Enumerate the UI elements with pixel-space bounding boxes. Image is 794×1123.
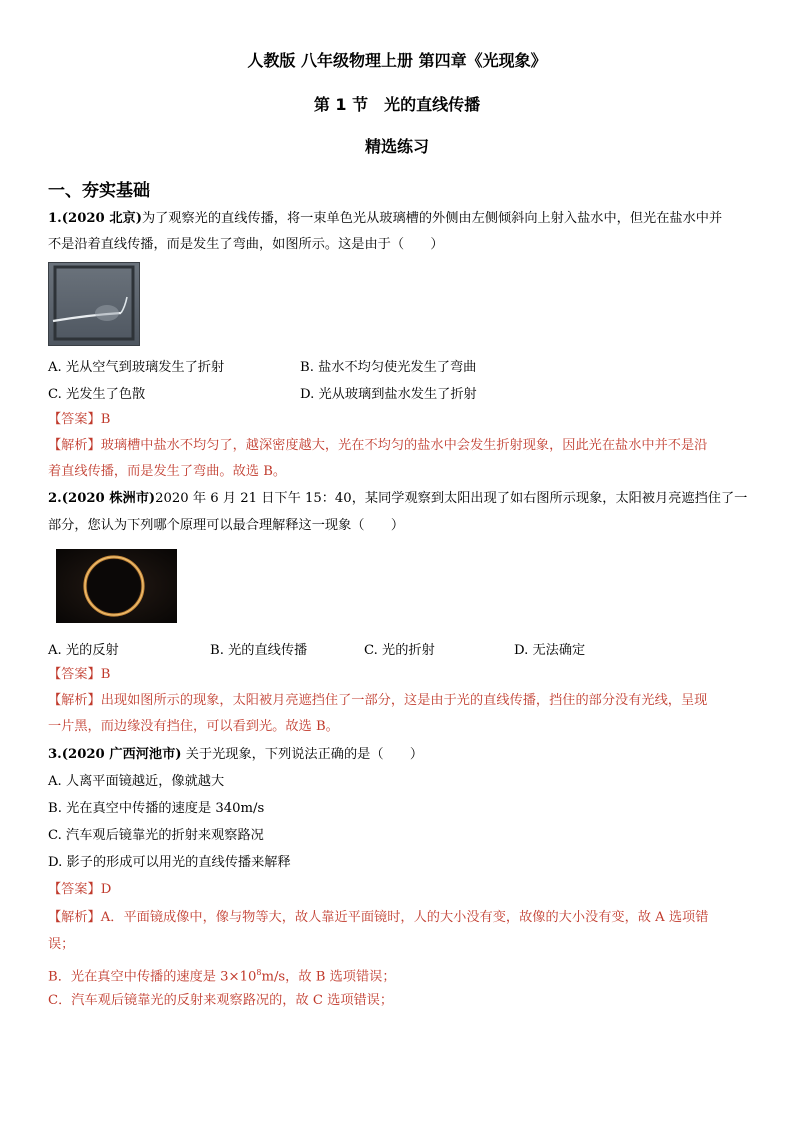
analysis-text: 玻璃槽中盐水不均匀了，越深密度越大，光在不均匀的盐水中会发生折射现象，因此光在盐水中并不是沿 [100,438,708,453]
question-2-source: (2020 株洲市) [61,491,156,506]
question-2-text-line-1 [48,490,748,508]
analysis-text: A．平面镜成像中，像与物等大，故人靠近平面镜时，人的大小没有变，故像的大小没有变，故 A 选项错 [100,910,709,925]
answer-value: D [100,882,112,897]
exercise-subtitle: 精选练习 [364,137,429,156]
answer-tag: 【答案】 [48,412,101,427]
question-2-option-b: B. 光的直线传播 [210,643,308,658]
refraction-experiment-photo [48,262,140,346]
question-1-option-b: B. 盐水不均匀使光发生了弯曲 [300,360,477,375]
question-1-answer [48,411,748,429]
question-3-analysis-line-2: 误； [48,937,75,952]
question-2-option-c: C. 光的折射 [364,643,435,658]
section-heading: 一、夯实基础 [48,181,150,201]
question-1-source: (2020 北京) [61,211,142,226]
analysis-tag: 【解析】 [48,438,101,453]
document-title: 人教版 八年级物理上册 第四章《光现象》 [247,51,547,70]
question-1-analysis-line-1 [48,437,748,455]
question-1-text-line-1 [48,210,748,228]
question-3-option-b: B. 光在真空中传播的速度是 340m/s [48,801,265,816]
question-1-analysis-line-2: 着直线传播，而是发生了弯曲。故选 B。 [48,464,287,479]
question-2-analysis-line-1 [48,692,748,710]
question-2-text-line-2: 部分，您认为下列哪个原理可以最合理解释这一现象（ ） [48,518,405,533]
question-3-option-c: C. 汽车观后镜靠光的折射来观察路况 [48,828,264,843]
analysis-b-text-end: m/s，故 B 选项错误； [261,969,396,985]
exponent: 8 [256,968,262,977]
question-1-text-line-2: 不是沿着直线传播，而是发生了弯曲，如图所示。这是由于（ ） [48,237,444,252]
analysis-tag: 【解析】 [48,910,101,925]
question-3-option-a: A. 人离平面镜越近，像就越大 [48,774,225,789]
question-3-answer [48,881,748,899]
question-3-analysis-line-4: C．汽车观后镜靠光的反射来观察路况的，故 C 选项错误； [48,993,394,1008]
eclipse-photo-drawing [56,549,177,623]
solar-eclipse-photo [56,549,177,623]
question-2-option-d: D. 无法确定 [514,643,586,658]
answer-value: B [100,412,111,427]
question-2-stem-1: 2020 年 6 月 21 日下午 15：40，某同学观察到太阳出现了如右图所示现象，太阳被月亮遮挡住了一 [155,491,748,506]
question-2-analysis-line-2: 一片黑，而边缘没有挡住，可以看到光。故选 B。 [48,719,339,734]
analysis-b-text: B．光在真空中传播的速度是 3×10 [48,969,257,985]
question-3-stem-1: 关于光现象，下列说法正确的是（ ） [181,747,424,762]
answer-tag: 【答案】 [48,667,101,682]
question-2-number: 2. [48,491,62,506]
refraction-photo-drawing [49,263,139,345]
question-1-number: 1. [48,211,62,226]
answer-value: B [100,667,111,682]
question-3-number: 3. [48,747,62,762]
question-1-option-d: D. 光从玻璃到盐水发生了折射 [300,387,477,402]
question-3-text-line-1 [48,746,748,764]
question-3-source: (2020 广西河池市) [61,747,182,762]
question-3-analysis-line-3 [48,964,748,986]
question-3-option-d: D. 影子的形成可以用光的直线传播来解释 [48,855,291,870]
question-3-analysis-line-1 [48,909,748,927]
question-1-option-a: A. 光从空气到玻璃发生了折射 [48,360,225,375]
section-subtitle: 第 1 节 光的直线传播 [313,95,481,114]
answer-tag: 【答案】 [48,882,101,897]
question-1-option-c: C. 光发生了色散 [48,387,146,402]
question-1-stem-1: 为了观察光的直线传播，将一束单色光从玻璃槽的外侧由左侧倾斜向上射入盐水中，但光在盐水中并 [141,211,723,226]
question-2-answer [48,666,748,684]
analysis-tag: 【解析】 [48,693,101,708]
question-2-option-a: A. 光的反射 [48,643,119,658]
analysis-text: 出现如图所示的现象，太阳被月亮遮挡住了一部分，这是由于光的直线传播，挡住的部分没有光线，呈现 [100,693,708,708]
